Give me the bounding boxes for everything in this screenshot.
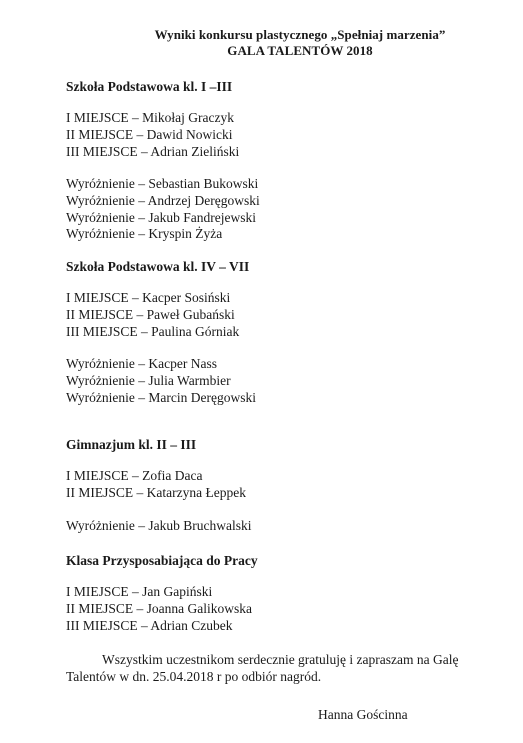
document-subtitle: GALA TALENTÓW 2018 — [227, 43, 373, 58]
closing-line-1: Wszystkim uczestnikom serdecznie gratuluję i zapraszam na Galę — [102, 652, 459, 667]
distinctions-list-sp-4-7 — [66, 356, 256, 406]
distinction-item: Wyróżnienie – Julia Warmbier — [66, 372, 231, 388]
places-list-sp-1-3 — [66, 110, 239, 160]
place-item: III MIEJSCE – Adrian Zieliński — [66, 143, 240, 159]
distinction-item: Wyróżnienie – Sebastian Bukowski — [66, 176, 259, 191]
distinctions-list-sp-1-3 — [66, 176, 260, 243]
distinction-item: Wyróżnienie – Kryspin Żyża — [66, 226, 223, 242]
place-item: III MIEJSCE – Paulina Górniak — [66, 323, 240, 339]
place-item: I MIEJSCE – Mikołaj Graczyk — [66, 110, 234, 125]
distinction-item: Wyróżnienie – Kacper Nass — [66, 356, 217, 371]
place-item: II MIEJSCE – Joanna Galikowska — [66, 600, 252, 616]
closing-line-2: Talentów w dn. 25.04.2018 r po odbiór nagród. — [66, 669, 322, 684]
place-item: III MIEJSCE – Adrian Czubek — [66, 617, 233, 633]
place-item: I MIEJSCE – Kacper Sosiński — [66, 290, 231, 305]
place-item: I MIEJSCE – Zofia Daca — [66, 468, 203, 483]
section-heading-gimnazjum: Gimnazjum kl. II – III — [66, 437, 197, 452]
section-heading-klasa-przysposabiajaca: Klasa Przysposabiająca do Pracy — [66, 553, 258, 568]
closing-paragraph — [66, 651, 486, 685]
places-list-sp-4-7 — [66, 290, 239, 340]
section-heading-sp-1-3: Szkoła Podstawowa kl. I –III — [66, 79, 233, 94]
signature: Hanna Gościnna — [318, 707, 408, 722]
place-item: I MIEJSCE – Jan Gapiński — [66, 584, 213, 599]
places-list-klasa-przysposabiajaca — [66, 584, 252, 634]
document-title: Wyniki konkursu plastycznego „Spełniaj marzenia” — [154, 27, 446, 42]
place-item: II MIEJSCE – Katarzyna Łeppek — [66, 484, 246, 500]
place-item: II MIEJSCE – Paweł Gubański — [66, 306, 235, 322]
distinction-item: Wyróżnienie – Marcin Deręgowski — [66, 389, 256, 405]
distinction-item: Wyróżnienie – Andrzej Deręgowski — [66, 192, 260, 208]
distinctions-list-gimnazjum — [66, 518, 252, 535]
places-list-gimnazjum — [66, 468, 246, 502]
place-item: II MIEJSCE – Dawid Nowicki — [66, 126, 233, 142]
section-heading-sp-4-7: Szkoła Podstawowa kl. IV – VII — [66, 259, 250, 274]
distinction-item: Wyróżnienie – Jakub Fandrejewski — [66, 209, 257, 225]
distinction-item: Wyróżnienie – Jakub Bruchwalski — [66, 518, 252, 533]
